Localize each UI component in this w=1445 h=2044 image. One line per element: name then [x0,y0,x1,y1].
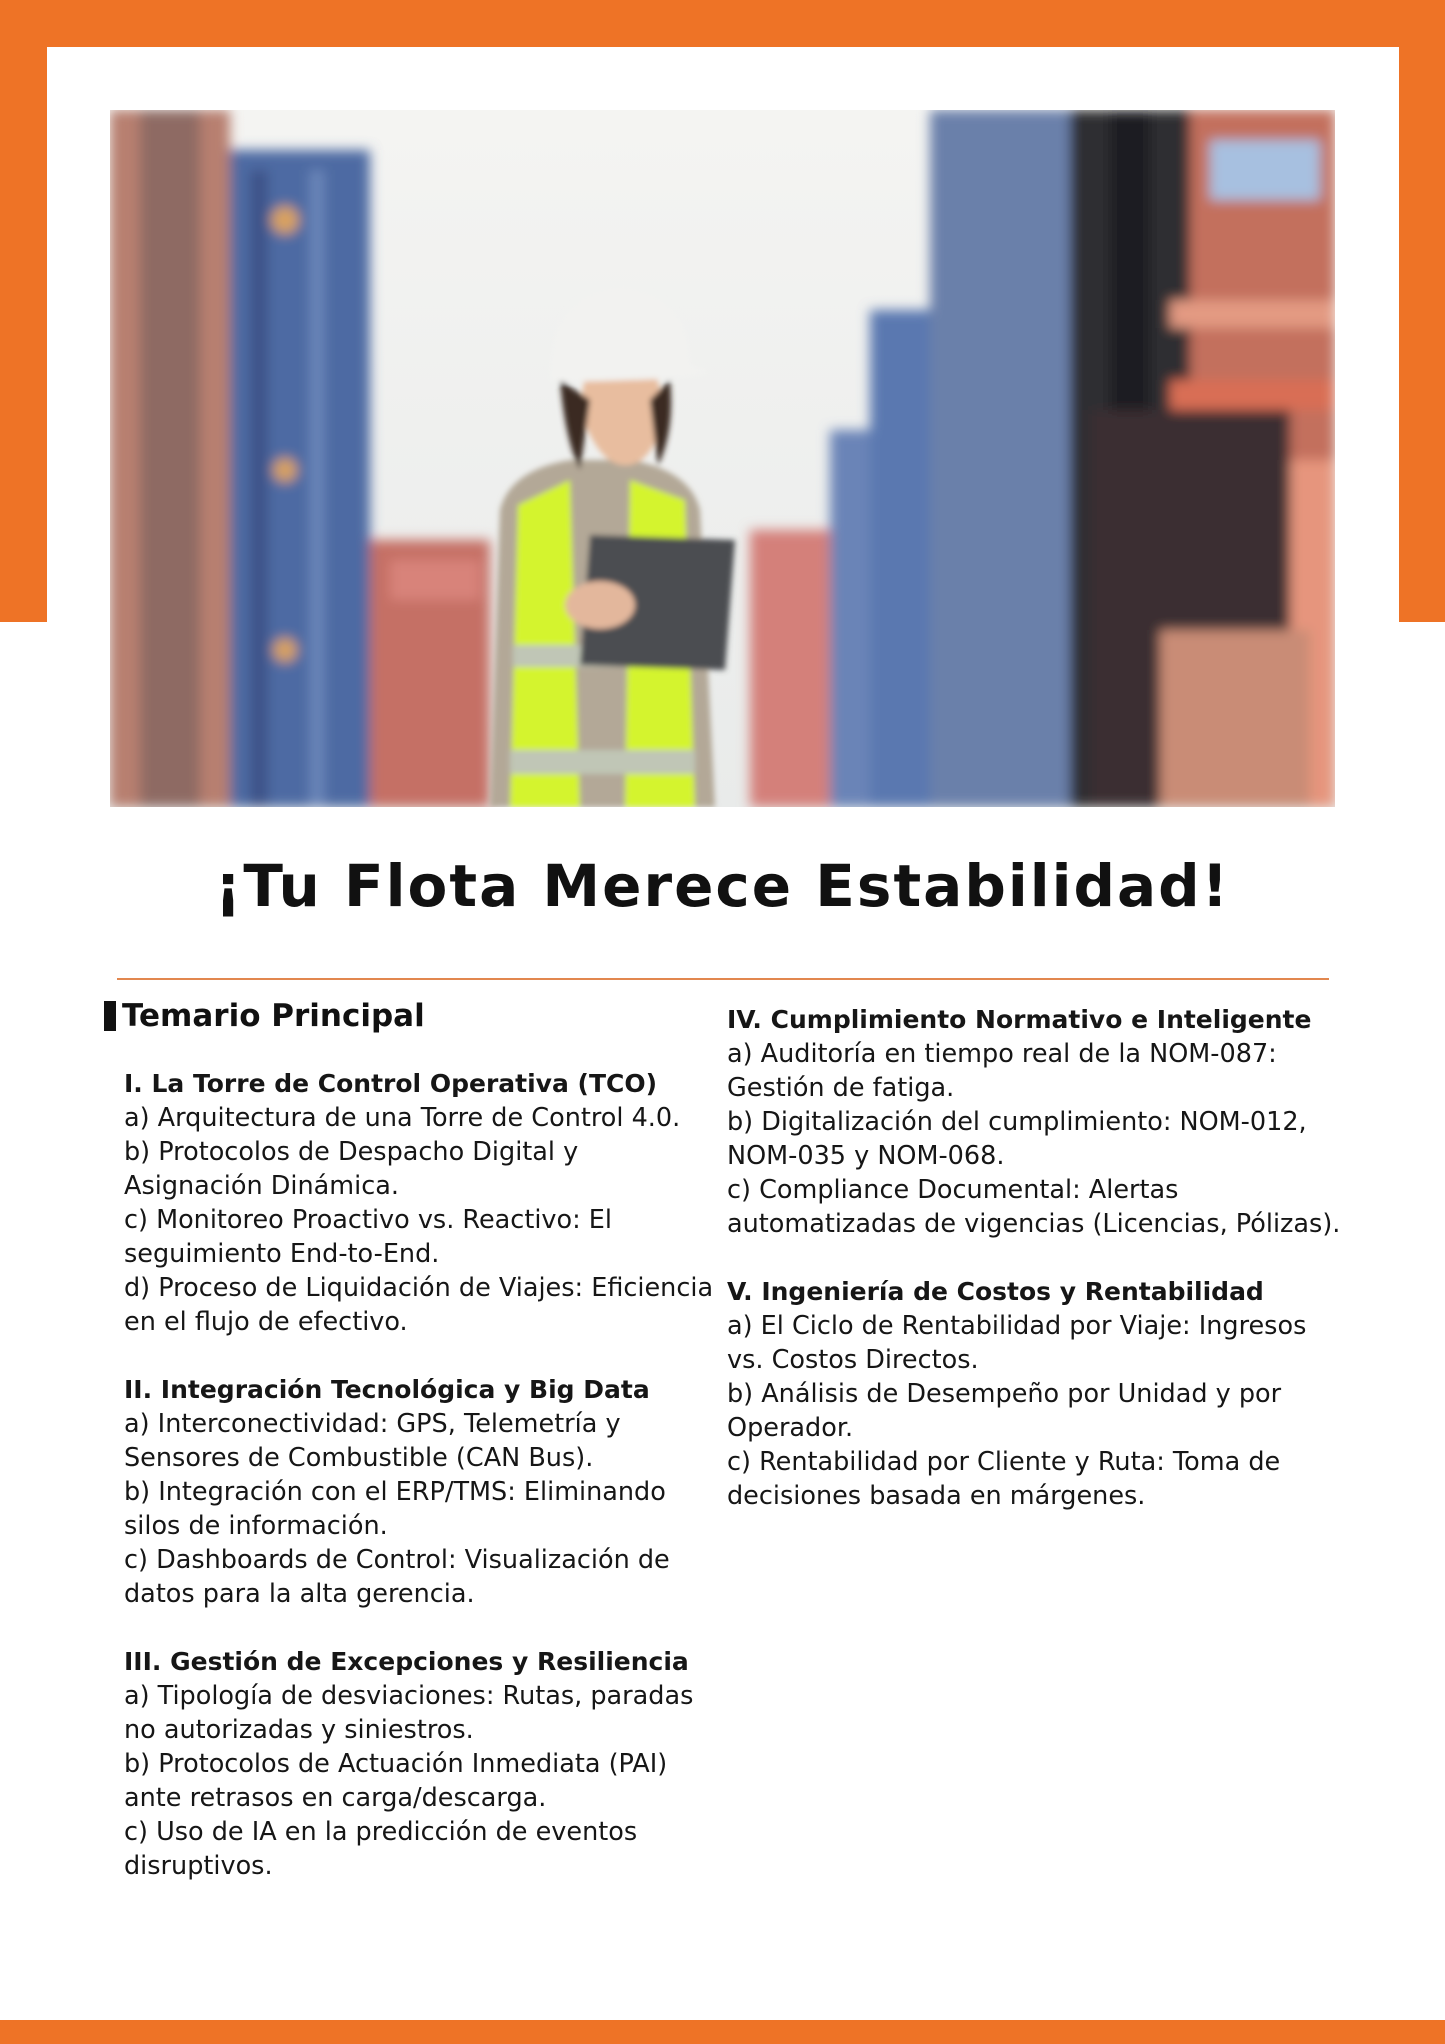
section-item: c) Monitoreo Proactivo vs. Reactivo: El seguimiento End-to-End. [124,1205,612,1269]
section-item: c) Compliance Documental: Alertas automatizadas de vigencias (Licencias, Pólizas). [727,1175,1341,1239]
temario-section-5 [727,1275,1347,1513]
section-item: a) Arquitectura de una Torre de Control 4.0. [124,1103,681,1133]
section-title: V. Ingeniería de Costos y Rentabilidad [727,1277,1264,1306]
temario-right-column [727,1003,1347,1547]
section-item: a) Tipología de desviaciones: Rutas, paradas no autorizadas y siniestros. [124,1681,694,1745]
section-title: IV. Cumplimiento Normativo e Inteligente [727,1005,1312,1034]
section-item: b) Análisis de Desempeño por Unidad y por Operador. [727,1379,1282,1443]
section-item: a) Interconectividad: GPS, Telemetría y Sensores de Combustible (CAN Bus). [124,1409,621,1473]
section-item: d) Proceso de Liquidación de Viajes: Eficiencia en el flujo de efectivo. [124,1273,714,1337]
section-divider [117,978,1329,980]
temario-section-3 [124,1645,714,1883]
section-item: a) El Ciclo de Rentabilidad por Viaje: Ingresos vs. Costos Directos. [727,1311,1307,1375]
heading-bar-mark [104,1001,116,1031]
section-item: b) Protocolos de Despacho Digital y Asignación Dinámica. [124,1137,579,1201]
section-item: b) Integración con el ERP/TMS: Eliminando silos de información. [124,1477,666,1541]
section-title: III. Gestión de Excepciones y Resiliencia [124,1647,689,1676]
section-title: I. La Torre de Control Operativa (TCO) [124,1069,658,1098]
hero-photo-illustration [110,110,1335,807]
section-item: c) Dashboards de Control: Visualización de datos para la alta gerencia. [124,1545,670,1609]
temario-heading-text: Temario Principal [122,998,425,1034]
temario-section-2 [124,1373,714,1611]
hero-photo [110,110,1335,807]
temario-section-4 [727,1003,1347,1241]
section-item: c) Rentabilidad por Cliente y Ruta: Toma de decisiones basada en márgenes. [727,1447,1281,1511]
section-item: b) Digitalización del cumplimiento: NOM-012, NOM-035 y NOM-068. [727,1107,1307,1171]
orange-footer-band [0,2020,1445,2044]
temario-section-1 [124,1067,714,1339]
page-headline: ¡Tu Flota Merece Estabilidad! [214,852,1231,920]
section-item: c) Uso de IA en la predicción de eventos disruptivos. [124,1817,638,1881]
temario-left-column [124,1067,714,1917]
section-item: a) Auditoría en tiempo real de la NOM-087: Gestión de fatiga. [727,1039,1277,1103]
temario-heading [104,998,425,1034]
section-item: b) Protocolos de Actuación Inmediata (PAI) ante retrasos en carga/descarga. [124,1749,668,1813]
section-title: II. Integración Tecnológica y Big Data [124,1375,650,1404]
